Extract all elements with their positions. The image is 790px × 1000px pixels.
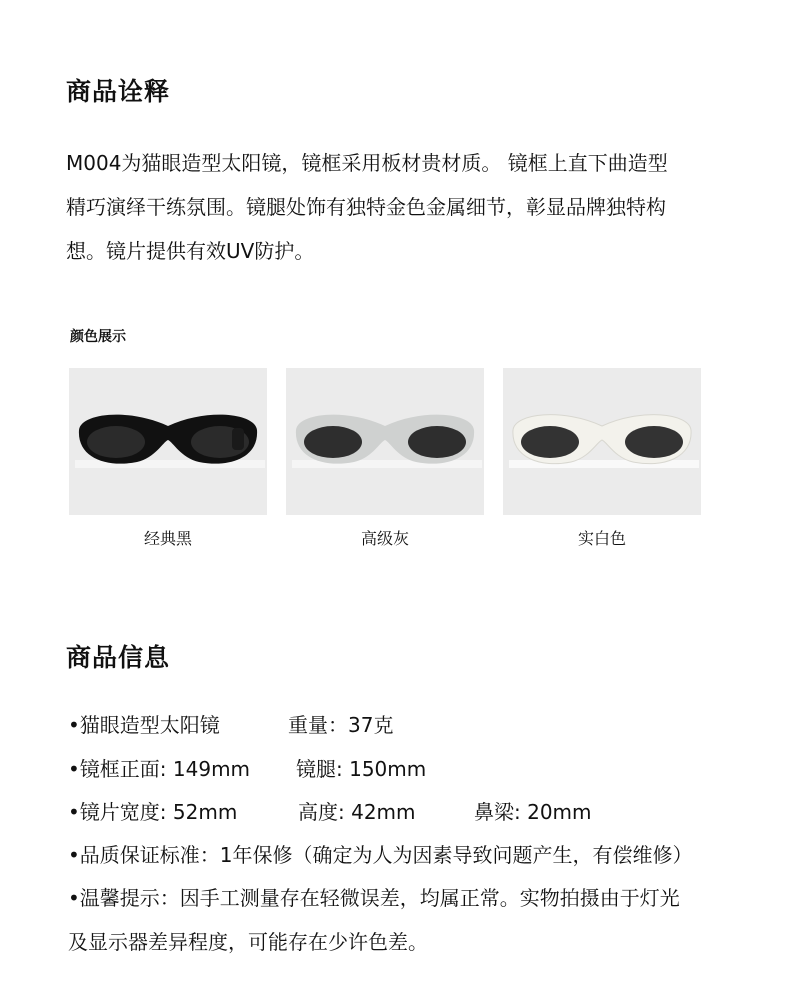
- spec-item: •品质保证标准：1年保修（确定为人为因素导致问题产生，有偿维修）: [68, 843, 693, 867]
- spec-item: 鼻梁: 20mm: [474, 800, 592, 824]
- spec-item: •猫眼造型太阳镜: [68, 713, 220, 737]
- sunglasses-gray-image: [286, 368, 484, 515]
- color-card-black[interactable]: [69, 368, 267, 515]
- spec-item: 高度: 42mm: [298, 800, 416, 824]
- color-label-black: 经典黑: [143, 529, 192, 548]
- info-title: 商品信息: [66, 643, 171, 672]
- description-line: 精巧演绎干练氛围。镜腿处饰有独特金色金属细节，彰显品牌独特构: [66, 195, 666, 219]
- description-title: 商品诠释: [66, 77, 171, 106]
- spec-item: •镜片宽度: 52mm: [68, 800, 238, 824]
- description-line: 想。镜片提供有效UV防护。: [66, 239, 315, 263]
- color-card-white[interactable]: [503, 368, 701, 515]
- description-line: M004为猫眼造型太阳镜，镜框采用板材贵材质。 镜框上直下曲造型: [66, 151, 668, 175]
- sunglasses-black-image: [69, 368, 267, 515]
- spec-item: 重量：37克: [288, 713, 394, 737]
- colors-title: 颜色展示: [70, 329, 126, 345]
- spec-item: •镜框正面: 149mm: [68, 757, 251, 781]
- color-card-gray[interactable]: [286, 368, 484, 515]
- spec-item: 及显示器差异程度，可能存在少许色差。: [68, 930, 428, 954]
- color-label-gray: 高级灰: [360, 529, 409, 548]
- color-label-white: 实白色: [577, 529, 626, 548]
- sunglasses-white-image: [503, 368, 701, 515]
- spec-item: 镜腿: 150mm: [296, 757, 427, 781]
- spec-item: •温馨提示：因手工测量存在轻微误差，均属正常。实物拍摄由于灯光: [68, 886, 680, 910]
- description-text: [66, 141, 766, 273]
